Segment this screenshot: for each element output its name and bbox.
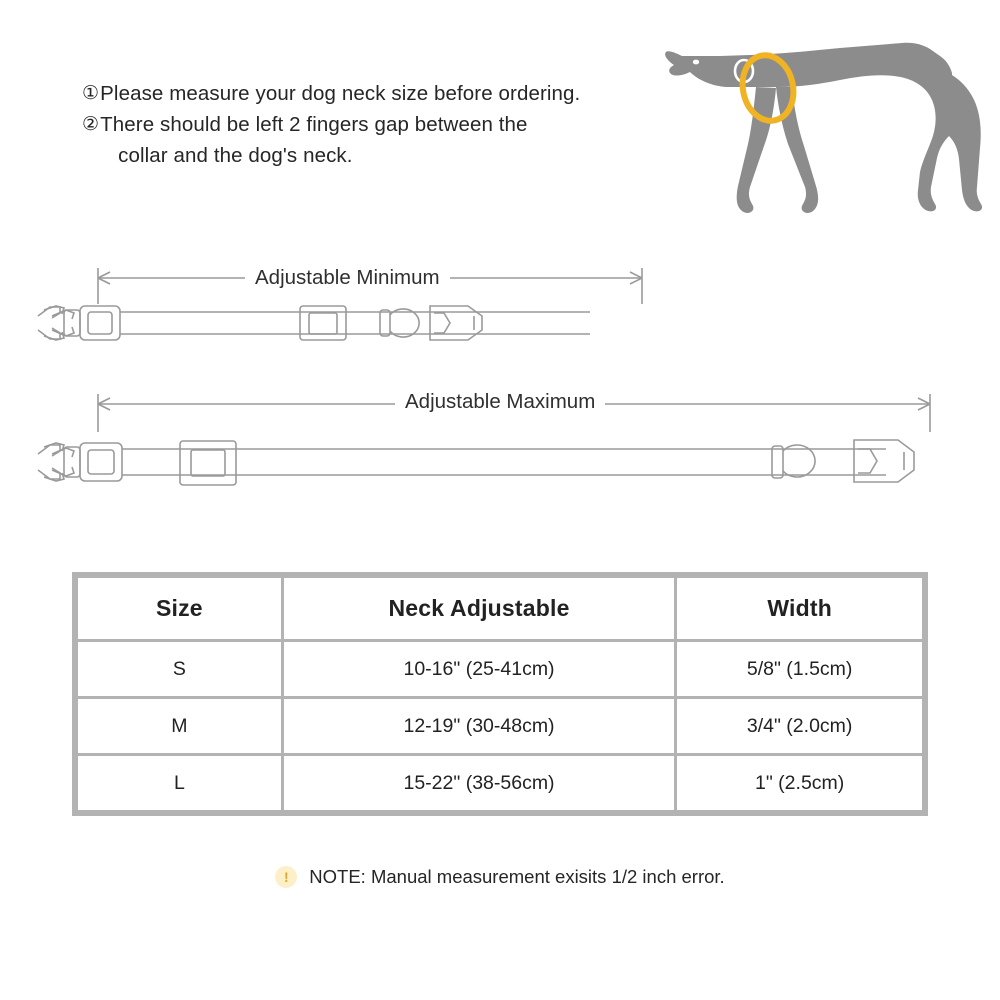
table-row: [78, 699, 922, 753]
note-text: NOTE: Manual measurement exisits 1/2 inch error.: [309, 866, 725, 887]
table-row: [78, 642, 922, 696]
cell-width: 1" (2.5cm): [677, 756, 922, 810]
dog-illustration: [660, 18, 990, 233]
exclamation-icon: !: [275, 866, 297, 888]
instruction-text: [100, 109, 682, 171]
cell-neck: 10-16" (25-41cm): [284, 642, 675, 696]
cell-size: L: [78, 756, 281, 810]
instruction-number: ①: [82, 83, 100, 104]
instruction-text: Please measure your dog neck size before ordering.: [100, 82, 581, 105]
cell-neck: 15-22" (38-56cm): [284, 756, 675, 810]
cell-width: 3/4" (2.0cm): [677, 699, 922, 753]
note-row: [0, 866, 1000, 888]
header-width: Width: [677, 578, 922, 639]
cell-neck: 12-19" (30-48cm): [284, 699, 675, 753]
instruction-item: [82, 109, 682, 171]
instruction-item: [82, 78, 682, 109]
adjustable-maximum-label: Adjustable Maximum: [395, 390, 605, 414]
dog-icon: [660, 18, 990, 233]
header-neck-adjustable: Neck Adjustable: [284, 578, 675, 639]
table-row: [78, 756, 922, 810]
cell-size: S: [78, 642, 281, 696]
header-size: Size: [78, 578, 281, 639]
cell-width: 5/8" (1.5cm): [677, 642, 922, 696]
instruction-text-line1: There should be left 2 fingers gap between the: [100, 113, 528, 136]
size-chart-table: [72, 572, 928, 816]
table-header-row: [78, 578, 922, 639]
instructions-block: [82, 78, 682, 171]
cell-size: M: [78, 699, 281, 753]
instruction-text-line2: collar and the dog's neck.: [118, 144, 353, 167]
instruction-number: ②: [82, 114, 100, 135]
adjustable-minimum-label: Adjustable Minimum: [245, 266, 450, 290]
